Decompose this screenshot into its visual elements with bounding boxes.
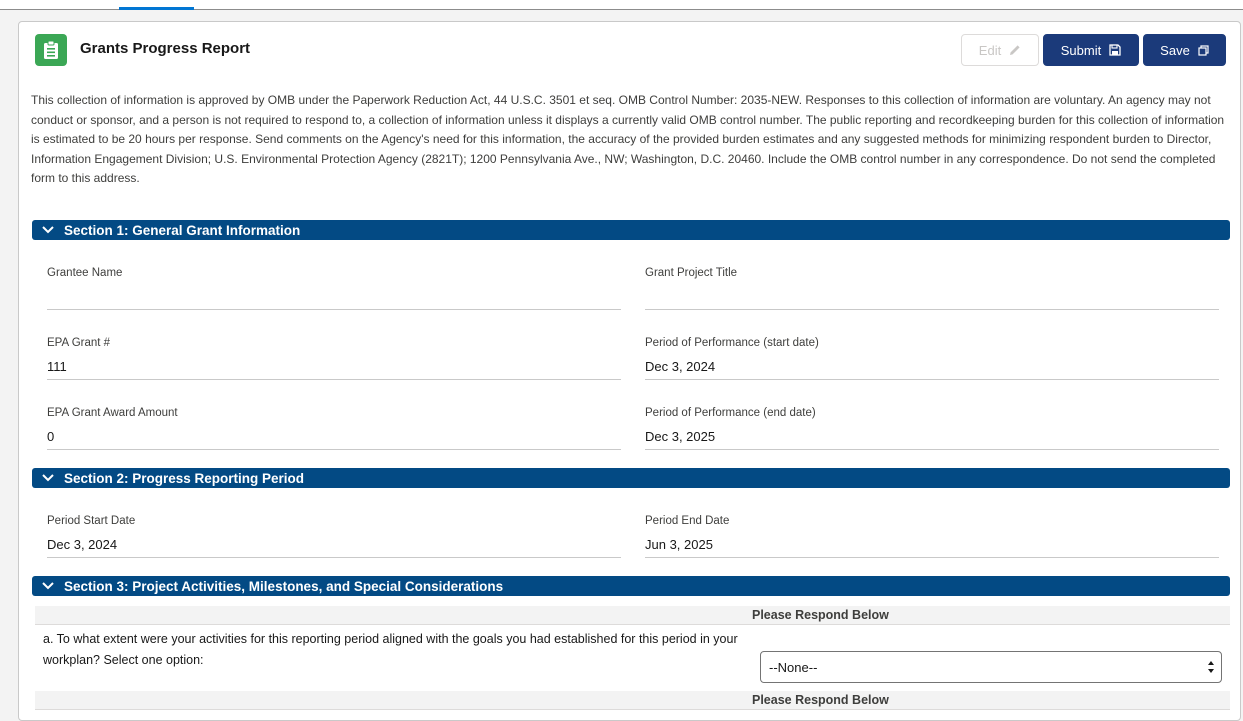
respond-header-label: Please Respond Below xyxy=(752,608,889,622)
save-button-label: Save xyxy=(1160,42,1190,58)
chevron-down-icon xyxy=(42,582,54,590)
period-start-field[interactable] xyxy=(645,337,1219,380)
save-button[interactable] xyxy=(1143,34,1226,66)
page-title: Grants Progress Report xyxy=(80,40,251,57)
epa-grant-number-label: EPA Grant # xyxy=(47,337,111,349)
active-tab-indicator xyxy=(119,7,194,10)
period-end-label: Period of Performance (end date) xyxy=(645,407,816,419)
section-1-title: Section 1: General Grant Information xyxy=(64,222,301,238)
copy-icon xyxy=(1198,45,1209,56)
period-end-field[interactable] xyxy=(645,407,1219,450)
section-1-header[interactable] xyxy=(32,220,1230,240)
edit-button-label: Edit xyxy=(978,42,1002,58)
submit-button[interactable] xyxy=(1043,34,1139,66)
select-arrows-icon xyxy=(1207,658,1215,679)
period-start-label: Period of Performance (start date) xyxy=(645,337,819,349)
period-start-value[interactable]: Dec 3, 2024 xyxy=(645,359,1219,380)
grant-project-title-field[interactable] xyxy=(645,267,1219,310)
award-amount-field[interactable] xyxy=(47,407,621,450)
grant-project-title-label: Grant Project Title xyxy=(645,267,738,279)
floppy-disk-icon xyxy=(1109,44,1121,56)
grantee-name-value[interactable] xyxy=(47,289,621,310)
grantee-name-label: Grantee Name xyxy=(47,267,123,279)
section-2-header[interactable] xyxy=(32,468,1230,488)
top-tab-strip xyxy=(0,0,1243,10)
pencil-icon xyxy=(1009,44,1021,56)
award-amount-value[interactable]: 0 xyxy=(47,429,621,450)
clipboard-icon xyxy=(35,34,67,66)
question-a-select-value: --None-- xyxy=(769,659,818,675)
submit-button-label: Submit xyxy=(1060,42,1102,58)
period-end-date-value[interactable]: Jun 3, 2025 xyxy=(645,537,1219,558)
period-start-date-field[interactable] xyxy=(47,515,621,558)
grant-project-title-value[interactable] xyxy=(645,289,1219,310)
question-a-select[interactable] xyxy=(760,651,1222,683)
period-end-date-label: Period End Date xyxy=(645,515,730,527)
grantee-name-field[interactable] xyxy=(47,267,621,310)
award-amount-label: EPA Grant Award Amount xyxy=(47,407,178,419)
chevron-down-icon xyxy=(42,474,54,482)
form-card xyxy=(18,21,1241,721)
section-3-title: Section 3: Project Activities, Milestones, and Special Considerations xyxy=(64,578,504,594)
period-start-date-value[interactable]: Dec 3, 2024 xyxy=(47,537,621,558)
question-a-text: a. To what extent were your activities for this reporting period aligned with the goals you had established for this period in your workplan? Select one option: xyxy=(43,632,738,667)
epa-grant-number-field[interactable] xyxy=(47,337,621,380)
period-start-date-label: Period Start Date xyxy=(47,515,136,527)
chevron-down-icon xyxy=(42,226,54,234)
respond-header-2-label: Please Respond Below xyxy=(752,693,889,707)
respond-header xyxy=(35,606,1230,625)
edit-button[interactable] xyxy=(961,34,1039,66)
period-end-date-field[interactable] xyxy=(645,515,1219,558)
section-2-title: Section 2: Progress Reporting Period xyxy=(64,470,305,486)
omb-disclaimer-text: This collection of information is approved by OMB under the Paperwork Reduction Act, 44 U.S.C. 3501 et seq. OMB Control Number: 2035-NEW. Responses to this collection of information are voluntary. An agency may not conduct or sponsor, and a person is not required to respond to, a collection of information unless it displays a currently valid OMB control number. The public reporting and recordkeeping burden for this collection of information is estimated to be 20 hours per response. Send comments on the Agency's need for this information, the accuracy of the provided burden estimates and any suggested methods for minimizing respondent burden to Director, Information Engagement Division; U.S. Environmental Protection Agency (2821T); 1200 Pennsylvania Ave., NW; Washington, D.C. 20460. Include the OMB control number in any correspondence. Do not send the completed form to this address. xyxy=(31,93,1225,186)
respond-header-2 xyxy=(35,691,1230,710)
section-3-header[interactable] xyxy=(32,576,1230,596)
epa-grant-number-value[interactable]: 111 xyxy=(47,359,621,380)
period-end-value[interactable]: Dec 3, 2025 xyxy=(645,429,1219,450)
